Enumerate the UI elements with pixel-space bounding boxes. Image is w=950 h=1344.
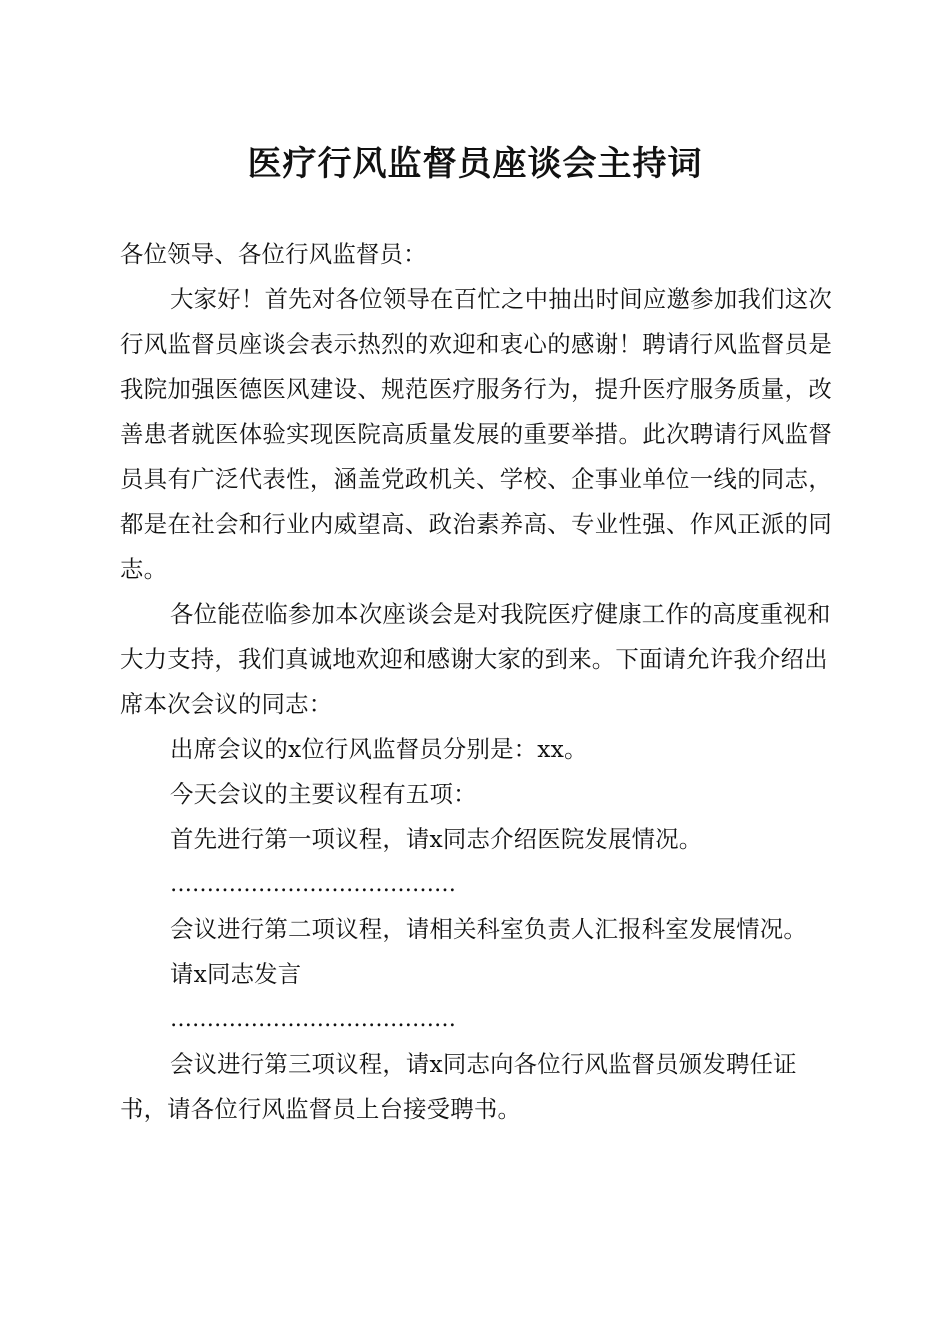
document-title: 医疗行风监督员座谈会主持词 [247, 144, 703, 184]
paragraph-agenda-item-3: 会议进行第三项议程，请x同志向各位行风监督员颁发聘任证书，请各位行风监督员上台接受聘书。 [120, 1050, 797, 1123]
paragraph-agenda-item-1: 首先进行第一项议程，请x同志介绍医院发展情况。 [170, 825, 703, 853]
ellipsis-separator: ………………………………… [170, 1007, 456, 1032]
document-body [120, 232, 832, 1132]
salutation: 各位领导、各位行风监督员： [120, 240, 427, 268]
paragraph-agenda-intro: 今天会议的主要议程有五项： [170, 780, 477, 808]
paragraph-agenda-item-2: 会议进行第二项议程，请相关科室负责人汇报科室发展情况。 [170, 915, 807, 943]
paragraph-speech: 请x同志发言 [170, 960, 302, 988]
paragraph-thanks: 各位能莅临参加本次座谈会是对我院医疗健康工作的高度重视和大力支持，我们真诚地欢迎和感谢大家的到来。下面请允许我介绍出席本次会议的同志： [120, 600, 831, 718]
paragraph-attendees: 出席会议的x位行风监督员分别是：xx。 [170, 735, 588, 763]
ellipsis-separator: ………………………………… [170, 872, 456, 897]
paragraph-welcome: 大家好！首先对各位领导在百忙之中抽出时间应邀参加我们这次行风监督员座谈会表示热烈的欢迎和衷心的感谢！聘请行风监督员是我院加强医德医风建设、规范医疗服务行为，提升医疗服务质量，改善患者就医体验实现医院高质量发展的重要举措。此次聘请行风监督员具有广泛代表性，涵盖党政机关、学校、企事业单位一线的同志，都是在社会和行业内威望高、政治素养高、专业性强、作风正派的同志。 [120, 285, 832, 583]
